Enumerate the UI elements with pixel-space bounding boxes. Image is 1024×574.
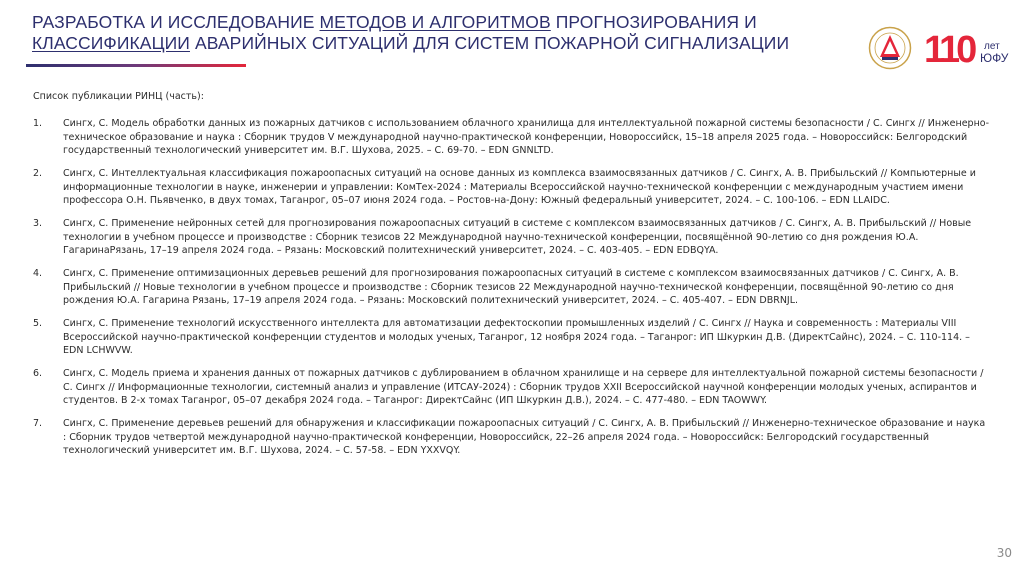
page-title xyxy=(32,12,862,54)
publication-text: Сингх, С. Модель обработки данных из пожарных датчиков с использованием облачного хранилища для интеллектуальной пожарной системы безопасности / С. Сингх // Инженерно-техническое образование и наука : Сборник трудов V международной научно-практической конференции, Новороссийск, 15–18 апреля 2025 года. – Новороссийск: Белгородский государственный технологический университет им. В.Г. Шухова, 2025. – С. 69-70. – EDN GNNLTD. xyxy=(63,118,990,156)
title-text-3: АВАРИЙНЫХ СИТУАЦИЙ ДЛЯ СИСТЕМ ПОЖАРНОЙ СИГНАЛИЗАЦИИ xyxy=(189,33,790,53)
publication-text: Сингх, С. Модель приема и хранения данных от пожарных датчиков с дублированием в облачном хранилище и на сервере для интеллектуальной пожарной системы безопасности / С. Сингх // Информационные технологии, системный анализ и управление (ИТСАУ-2024) : Сборник трудов XXII Всероссийской научной конференции молодых ученых, аспирантов и студентов. В 2-х томах Таганрог, 05–07 декабря 2024 года. – Таганрог: ДиректСайнс (ИП Шкуркин Д.В.), 2024. – С. 477-480. – EDN TAOWWY. xyxy=(63,368,984,406)
anniversary-logo xyxy=(924,28,1012,70)
publication-number: 2. xyxy=(33,168,43,179)
publication-text: Сингх, С. Применение деревьев решений для обнаружения и классификации пожароопасных ситуаций / С. Сингх, А. В. Прибыльский // Инженерно-техническое образование и наука : Сборник трудов четвертой международной научно-практической конференции, Новороссийск, 22–26 апреля 2024 года. – Новороссийск: Белгородский государственный технологический университет им. В.Г. Шухова, 2024. – С. 57-58. – EDN YXXVQY. xyxy=(63,418,986,456)
publication-number: 6. xyxy=(33,368,43,379)
publication-item xyxy=(30,117,990,158)
title-underlined-1: МЕТОДОВ И АЛГОРИТМОВ xyxy=(319,12,551,32)
publication-number: 7. xyxy=(33,418,43,429)
university-emblem-logo xyxy=(868,26,912,70)
publication-item xyxy=(30,267,990,308)
publication-item xyxy=(30,317,990,358)
publication-item xyxy=(30,367,990,408)
title-accent-line xyxy=(26,64,246,67)
anniversary-brand: ЮФУ xyxy=(980,51,1009,65)
title-text-1: РАЗРАБОТКА И ИССЛЕДОВАНИЕ xyxy=(32,12,320,32)
publication-item xyxy=(30,167,990,208)
publication-text: Сингх, С. Применение нейронных сетей для прогнозирования пожароопасных ситуаций в системе с комплексом взаимосвязанных датчиков / С. Сингх, А. В. Прибыльский // Новые технологии в учебном процессе и производстве : Сборник тезисов 22 Международной научно-технической конференции, посвящённой 90-летию со дня рождения Ю.А. ГагаринаРязань, 17–19 апреля 2024 года. – Рязань: Московский политехнический университет, 2024. – С. 403-405. – EDN EDBQYA. xyxy=(63,218,972,256)
publication-item xyxy=(30,217,990,258)
publication-item xyxy=(30,417,990,458)
publication-text: Сингх, С. Применение оптимизационных деревьев решений для прогнозирования пожароопасных ситуаций в системе с комплексом взаимосвязанных датчиков / С. Сингх, А. В. Прибыльский // Новые технологии в учебном процессе и производстве : Сборник тезисов 22 Международной научно-технической конференции, посвящённой 90-летию со дня рождения Ю.А. Гагарина Рязань, 17–19 апреля 2024 года. – Рязань: Московский политехнический университет, 2024. – С. 405-407. – EDN DBRNJL. xyxy=(63,268,959,306)
publication-text: Сингх, С. Применение технологий искусственного интеллекта для автоматизации дефектоскопии промышленных изделий / С. Сингх // Наука и современность : Материалы VIII Всероссийской научно-практической конференции студентов и молодых ученых, Таганрог, 12 ноября 2024 года. – Таганрог: ИП Шкуркин Д.В. (ДиректСайнс), 2024. – С. 110-114. – EDN LCHWVW. xyxy=(63,318,970,356)
title-text-2: ПРОГНОЗИРОВАНИЯ И xyxy=(550,12,757,32)
publication-number: 5. xyxy=(33,318,43,329)
title-underlined-2: КЛАССИФИКАЦИИ xyxy=(32,33,190,53)
publication-list xyxy=(30,117,990,458)
publication-text: Сингх, С. Интеллектуальная классификация пожароопасных ситуаций на основе данных из комплекса взаимосвязанных датчиков / С. Сингх, А. В. Прибыльский // Компьютерные и информационные технологии в науке, инженерии и управлении: КомТех-2024 : Материалы Всероссийской научно-технической конференции с международным участием имени профессора О.Н. Пьявченко, в двух томах, Таганрог, 05–07 июня 2024 года. – Ростов-на-Дону: Южный федеральный университет, 2024. – С. 100-106. – EDN LLAIDC. xyxy=(63,168,976,206)
publication-number: 4. xyxy=(33,268,43,279)
publication-number: 3. xyxy=(33,218,43,229)
publication-list-heading: Список публикации РИНЦ (часть): xyxy=(33,91,204,102)
anniversary-number: 110 xyxy=(924,29,974,70)
publication-number: 1. xyxy=(33,118,43,129)
anniversary-word: лет xyxy=(984,41,1000,52)
page-number: 30 xyxy=(996,546,1012,560)
publication-section xyxy=(30,90,990,467)
